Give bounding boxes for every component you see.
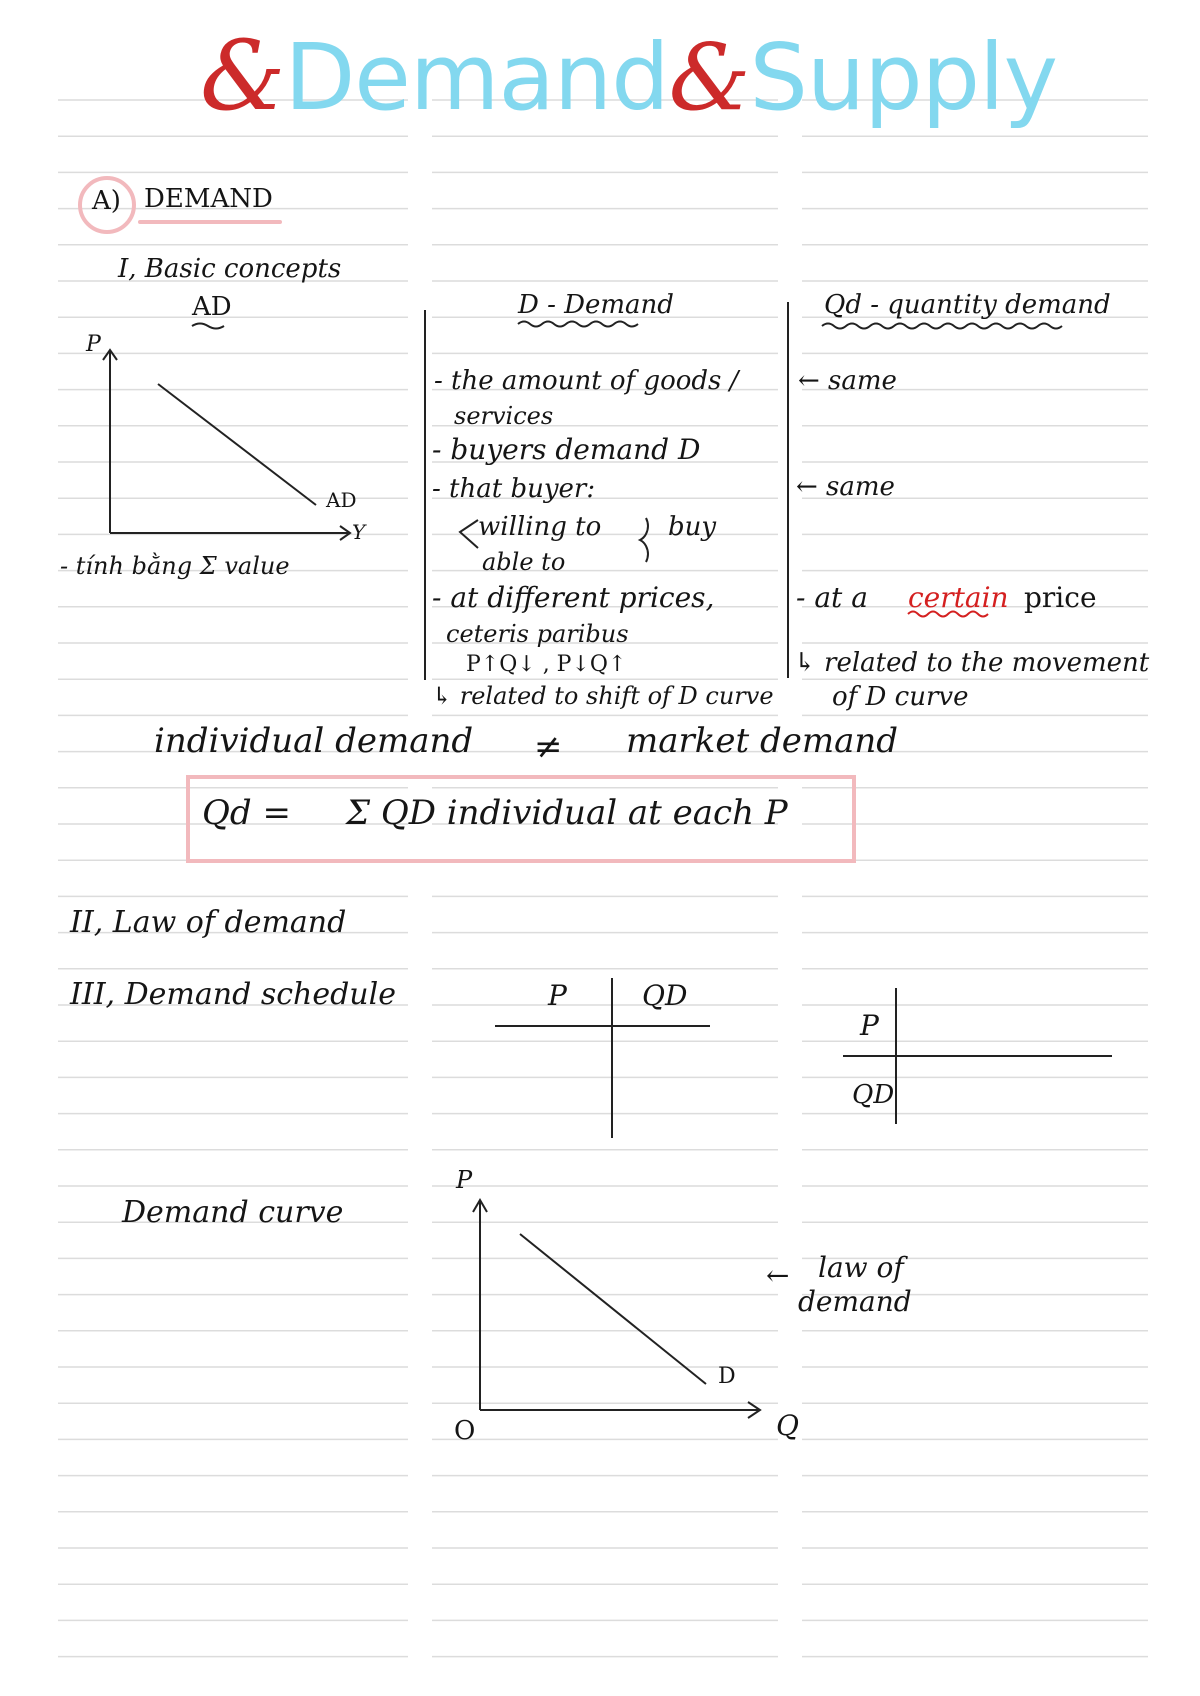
col-d-line-8: - at different prices, xyxy=(432,581,715,614)
col-d-line-9: ceteris paribus xyxy=(446,620,629,648)
demand-curve-label: Demand curve xyxy=(122,1195,344,1230)
ad-y-axis-label: P xyxy=(86,332,101,357)
ad-x-axis-label: Y xyxy=(352,520,366,544)
law-note-line-2: demand xyxy=(798,1285,912,1318)
schedule-1-col-qd: QD xyxy=(642,979,688,1012)
col-d-buy: buy xyxy=(668,512,717,542)
part1-heading: I, Basic concepts xyxy=(118,254,342,284)
col-qd-title: Qd - quantity demand xyxy=(824,290,1111,320)
formula-rhs: Σ QD individual at each P xyxy=(346,793,788,833)
part3-heading: III, Demand schedule xyxy=(70,977,396,1012)
demand-y-axis-label: P xyxy=(456,1166,473,1194)
col-d-line-4: - that buyer: xyxy=(432,474,596,504)
title-supply: Supply xyxy=(749,24,1058,131)
col-d-able: able to xyxy=(482,548,566,576)
ad-curve-label: AD xyxy=(326,488,357,512)
col-d-line-10: P↑Q↓ , P↓Q↑ xyxy=(466,652,627,677)
section-marker: A) xyxy=(92,186,121,216)
title-demand: Demand xyxy=(284,24,669,131)
col-d-line-3: - buyers demand D xyxy=(432,433,701,466)
col-qd-same-1: ← same xyxy=(798,366,897,396)
col-qd-price: price xyxy=(1024,581,1097,614)
col-d-line-11: ↳ related to shift of D curve xyxy=(432,682,774,710)
schedule-2-row-p: P xyxy=(860,1009,879,1042)
col-qd-at: - at a xyxy=(796,581,868,614)
formula-lhs: Qd = xyxy=(202,793,291,833)
individual-demand: individual demand xyxy=(154,721,474,761)
col-d-willing: willing to xyxy=(478,512,602,542)
section-heading: DEMAND xyxy=(144,184,273,214)
schedule-1-col-p: P xyxy=(548,979,567,1012)
col-qd-related-1: ↳ related to the movement xyxy=(794,648,1150,678)
col-qd-related-2: of D curve xyxy=(832,682,969,712)
col-d-line-1: - the amount of goods / xyxy=(434,366,739,396)
demand-curve-d-label: D xyxy=(718,1364,736,1389)
law-arrow-icon: ← xyxy=(766,1259,790,1292)
demand-x-axis-label: Q xyxy=(776,1409,799,1442)
title-ampersand: & xyxy=(668,24,750,131)
part2-heading: II, Law of demand xyxy=(70,905,347,940)
schedule-2-row-qd: QD xyxy=(852,1080,895,1110)
market-demand: market demand xyxy=(626,721,899,761)
law-note-line-1: law of xyxy=(818,1251,904,1284)
ad-label: AD xyxy=(192,292,232,322)
col-qd-same-2: ← same xyxy=(796,472,895,502)
col-d-line-2: services xyxy=(454,402,554,430)
ad-note: - tính bằng Σ value xyxy=(60,552,290,580)
title-flourish: & xyxy=(200,20,285,132)
demand-origin-label: O xyxy=(454,1416,476,1446)
col-qd-certain: certain xyxy=(908,581,1009,614)
col-d-title: D - Demand xyxy=(518,290,674,320)
not-equal-sign: ≠ xyxy=(534,727,563,767)
